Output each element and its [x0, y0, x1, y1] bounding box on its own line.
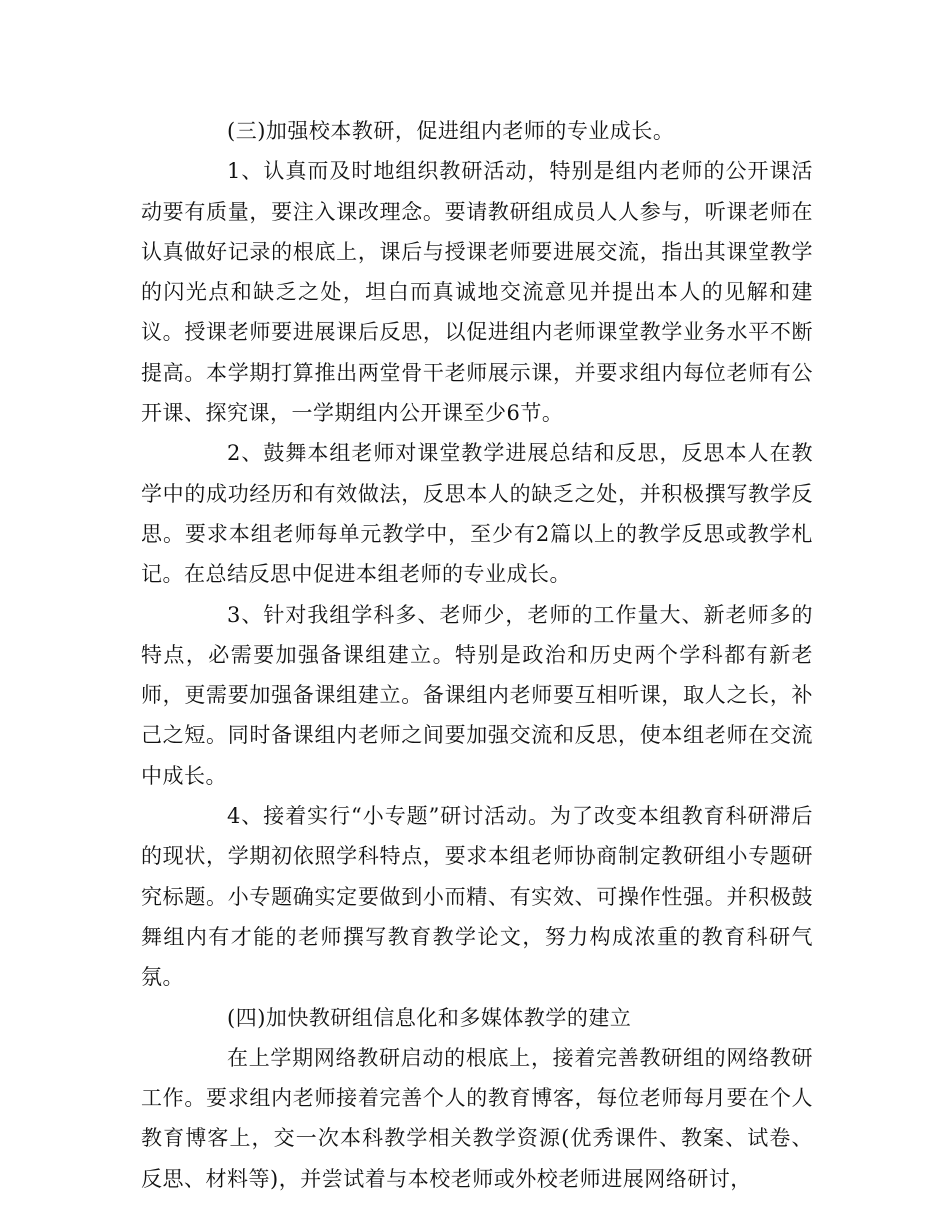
- paragraph-item-4: 4、接着实行“小专题”研讨活动。为了改变本组教育科研滞后的现状，学期初依照学科特点，要求本组老师协商制定教研组小专题研究标题。小专题确实定要做到小而精、有实效、可操作性强。并积极鼓舞组内有才能的老师撰写教育教学论文，努力构成浓重的教育科研气氛。: [141, 804, 813, 990]
- paragraph-network: 在上学期网络教研启动的根底上，接着完善教研组的网络教研工作。要求组内老师接着完善个人的教育博客，每位老师每月要在个人教育博客上，交一次本科教学相关教学资源(优秀课件、教案、试卷、反思、材料等)，并尝试着与本校老师或外校老师进展网络研讨，: [141, 1045, 813, 1191]
- document-body: [141, 111, 813, 1199]
- paragraph-item-3: 3、针对我组学科多、老师少，老师的工作量大、新老师多的特点，必需要加强备课组建立。特别是政治和历史两个学科都有新老师，更需要加强备课组建立。备课组内老师要互相听课，取人之长，补己之短。同时备课组内老师之间要加强交流和反思，使本组老师在交流中成长。: [141, 602, 813, 788]
- paragraph-item-1: 1、认真而及时地组织教研活动，特别是组内老师的公开课活动要有质量，要注入课改理念。要请教研组成员人人参与，听课老师在认真做好记录的根底上，课后与授课老师要进展交流，指出其课堂教学的闪光点和缺乏之处，坦白而真诚地交流意见并提出本人的见解和建议。授课老师要进展课后反思，以促进组内老师课堂教学业务水平不断提高。本学期打算推出两堂骨干老师展示课，并要求组内每位老师有公开课、探究课，一学期组内公开课至少6节。: [141, 159, 813, 426]
- section-heading-4: (四)加快教研组信息化和多媒体教学的建立: [227, 1005, 632, 1030]
- section-heading-3: (三)加强校本教研，促进组内老师的专业成长。: [227, 119, 675, 143]
- paragraph-item-2: 2、鼓舞本组老师对课堂教学进展总结和反思，反思本人在教学中的成功经历和有效做法，反思本人的缺乏之处，并积极撰写教学反思。要求本组老师每单元教学中，至少有2篇以上的教学反思或教学札记。在总结反思中促进本组老师的专业成长。: [141, 441, 813, 587]
